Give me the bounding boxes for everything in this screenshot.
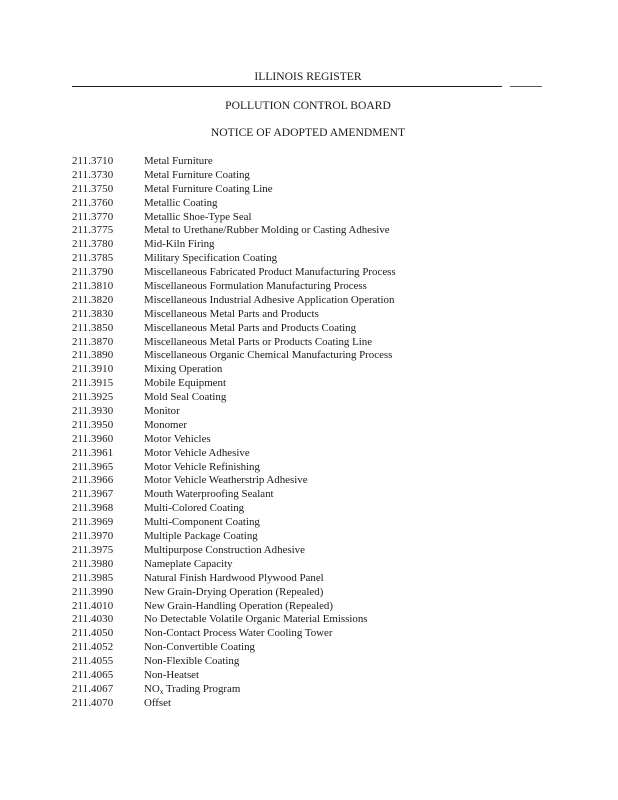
list-item [72, 530, 542, 544]
section-number: 211.3910 [72, 363, 114, 376]
term-text: Metal to Urethane/Rubber Molding or Casting Adhesive [144, 224, 390, 237]
term-text: Multipurpose Construction Adhesive [144, 543, 305, 556]
section-number: 211.4070 [72, 696, 114, 709]
section-term [144, 211, 542, 225]
list-item [72, 336, 542, 350]
section-term [144, 419, 542, 433]
section-term [144, 377, 542, 391]
list-item [72, 627, 542, 641]
section-term [144, 155, 542, 169]
section-number: 211.3820 [72, 293, 114, 306]
list-item [72, 252, 542, 266]
agency-name: POLLUTION CONTROL BOARD [225, 99, 391, 112]
term-text: Miscellaneous Metal Parts and Products [144, 307, 319, 320]
section-number: 211.4052 [72, 641, 114, 654]
term-text: Natural Finish Hardwood Plywood Panel [144, 571, 324, 584]
list-item [72, 377, 542, 391]
section-number: 211.3915 [72, 377, 114, 390]
term-text: Monitor [144, 405, 180, 418]
term-text: Non-Heatset [144, 668, 200, 681]
term-text: New Grain-Drying Operation (Repealed) [144, 585, 324, 598]
term-suffix: Trading Program [163, 682, 241, 695]
term-text: Multiple Package Coating [144, 530, 258, 543]
list-item [72, 280, 542, 294]
list-item [72, 169, 542, 183]
section-number: 211.3790 [72, 266, 114, 279]
list-item [72, 349, 542, 363]
list-item [72, 224, 542, 238]
section-number: 211.4067 [72, 682, 114, 695]
section-number: 211.3890 [72, 349, 114, 362]
section-term [144, 391, 542, 405]
list-item [72, 655, 542, 669]
term-text: Mouth Waterproofing Sealant [144, 488, 274, 501]
term-text: No Detectable Volatile Organic Material Emissions [144, 613, 368, 626]
list-item [72, 447, 542, 461]
list-item [72, 405, 542, 419]
section-term [144, 461, 542, 475]
term-text: Motor Vehicle Adhesive [144, 446, 250, 459]
term-text: Miscellaneous Metal Parts and Products Coating [144, 321, 357, 334]
section-term [144, 238, 542, 252]
section-number: 211.3830 [72, 307, 114, 320]
list-item [72, 683, 542, 697]
term-text: Multi-Component Coating [144, 516, 260, 529]
term-text: NO [144, 682, 160, 695]
term-text: New Grain-Handling Operation (Repealed) [144, 599, 334, 612]
section-number: 211.3925 [72, 391, 114, 404]
section-number: 211.3960 [72, 432, 114, 445]
term-text: Motor Vehicle Weatherstrip Adhesive [144, 474, 308, 487]
list-item [72, 211, 542, 225]
section-number: 211.4050 [72, 627, 114, 640]
header-rule-tail [510, 86, 542, 87]
list-item [72, 502, 542, 516]
section-term [144, 572, 542, 586]
section-term [144, 322, 542, 336]
term-text: Metal Furniture [144, 155, 213, 167]
section-number: 211.4030 [72, 613, 114, 626]
list-item [72, 669, 542, 683]
section-term [144, 600, 542, 614]
list-item [72, 572, 542, 586]
section-term [144, 613, 542, 627]
term-text: Non-Convertible Coating [144, 641, 256, 654]
term-text: Nameplate Capacity [144, 557, 233, 570]
section-term [144, 502, 542, 516]
section-term [144, 433, 542, 447]
term-text: Mold Seal Coating [144, 391, 227, 404]
section-term [144, 294, 542, 308]
term-text: Non-Contact Process Water Cooling Tower [144, 627, 333, 640]
section-number: 211.3770 [72, 210, 114, 223]
section-term [144, 544, 542, 558]
list-item [72, 488, 542, 502]
section-term [144, 363, 542, 377]
section-term [144, 683, 542, 697]
section-number: 211.3985 [72, 571, 114, 584]
list-item [72, 308, 542, 322]
section-number: 211.3775 [72, 224, 114, 237]
section-number: 211.3980 [72, 557, 114, 570]
term-text: Multi-Colored Coating [144, 502, 245, 515]
section-number: 211.3730 [72, 168, 114, 181]
section-number: 211.3969 [72, 516, 114, 529]
term-text: Metal Furniture Coating Line [144, 182, 273, 195]
section-term [144, 447, 542, 461]
section-term [144, 488, 542, 502]
section-term [144, 530, 542, 544]
term-text: Miscellaneous Organic Chemical Manufacturing Process [144, 349, 393, 362]
list-item [72, 322, 542, 336]
section-number: 211.3970 [72, 530, 114, 543]
list-item [72, 641, 542, 655]
section-number: 211.3967 [72, 488, 114, 501]
section-list [72, 155, 542, 711]
term-text: Mixing Operation [144, 363, 223, 376]
term-text: Offset [144, 696, 172, 709]
term-text: Metallic Shoe-Type Seal [144, 210, 252, 223]
term-text: Miscellaneous Fabricated Product Manufacturing Process [144, 266, 396, 279]
section-term [144, 558, 542, 572]
term-text: Miscellaneous Formulation Manufacturing Process [144, 280, 367, 293]
section-term [144, 266, 542, 280]
section-term [144, 280, 542, 294]
section-term [144, 183, 542, 197]
list-item [72, 474, 542, 488]
list-item [72, 600, 542, 614]
section-term [144, 627, 542, 641]
list-item [72, 544, 542, 558]
section-number: 211.3785 [72, 252, 114, 265]
notice-title: NOTICE OF ADOPTED AMENDMENT [210, 126, 406, 139]
section-number: 211.4055 [72, 655, 114, 668]
section-number: 211.3760 [72, 196, 114, 209]
section-term [144, 349, 542, 363]
section-number: 211.3750 [72, 182, 114, 195]
section-term [144, 641, 542, 655]
section-term [144, 655, 542, 669]
term-text: Non-Flexible Coating [144, 655, 240, 668]
term-text: Metallic Coating [144, 196, 218, 209]
section-number: 211.3850 [72, 321, 114, 334]
term-text: Motor Vehicle Refinishing [144, 460, 260, 473]
term-text: Motor Vehicles [144, 432, 211, 445]
section-number: 211.3930 [72, 405, 114, 418]
section-number: 211.3965 [72, 460, 114, 473]
list-item [72, 183, 542, 197]
list-item [72, 155, 542, 169]
section-number: 211.3961 [72, 446, 114, 459]
section-number: 211.3870 [72, 335, 114, 348]
section-term [144, 252, 542, 266]
term-subscript: x [159, 686, 164, 696]
list-item [72, 461, 542, 475]
list-item [72, 419, 542, 433]
section-term [144, 586, 542, 600]
section-number: 211.4010 [72, 599, 114, 612]
section-term [144, 308, 542, 322]
section-term [144, 197, 542, 211]
header-rule [72, 86, 502, 87]
section-term [144, 224, 542, 238]
list-item [72, 433, 542, 447]
term-text: Monomer [144, 418, 187, 431]
term-text: Metal Furniture Coating [144, 168, 250, 181]
list-item [72, 516, 542, 530]
term-text: Miscellaneous Industrial Adhesive Application Operation [144, 293, 395, 306]
list-item [72, 266, 542, 280]
section-number: 211.3780 [72, 238, 114, 251]
section-number: 211.3810 [72, 280, 114, 293]
section-term [144, 474, 542, 488]
list-item [72, 613, 542, 627]
section-number: 211.4065 [72, 668, 114, 681]
section-term [144, 336, 542, 350]
term-text: Mid-Kiln Firing [144, 238, 215, 251]
section-number: 211.3968 [72, 502, 114, 515]
register-title: ILLINOIS REGISTER [254, 70, 362, 83]
list-item [72, 238, 542, 252]
section-term [144, 516, 542, 530]
section-number: 211.3710 [72, 155, 114, 167]
section-term [144, 169, 542, 183]
list-item [72, 391, 542, 405]
section-number: 211.3966 [72, 474, 114, 487]
section-number: 211.3975 [72, 543, 114, 556]
term-text: Mobile Equipment [144, 377, 226, 390]
list-item [72, 586, 542, 600]
section-term [144, 405, 542, 419]
section-term [144, 697, 542, 711]
section-number: 211.3950 [72, 418, 114, 431]
section-number: 211.3990 [72, 585, 114, 598]
term-text: Military Specification Coating [144, 252, 278, 265]
section-term [144, 669, 542, 683]
list-item [72, 197, 542, 211]
list-item [72, 697, 542, 711]
list-item [72, 363, 542, 377]
term-text: Miscellaneous Metal Parts or Products Coating Line [144, 335, 373, 348]
list-item [72, 294, 542, 308]
list-item [72, 558, 542, 572]
